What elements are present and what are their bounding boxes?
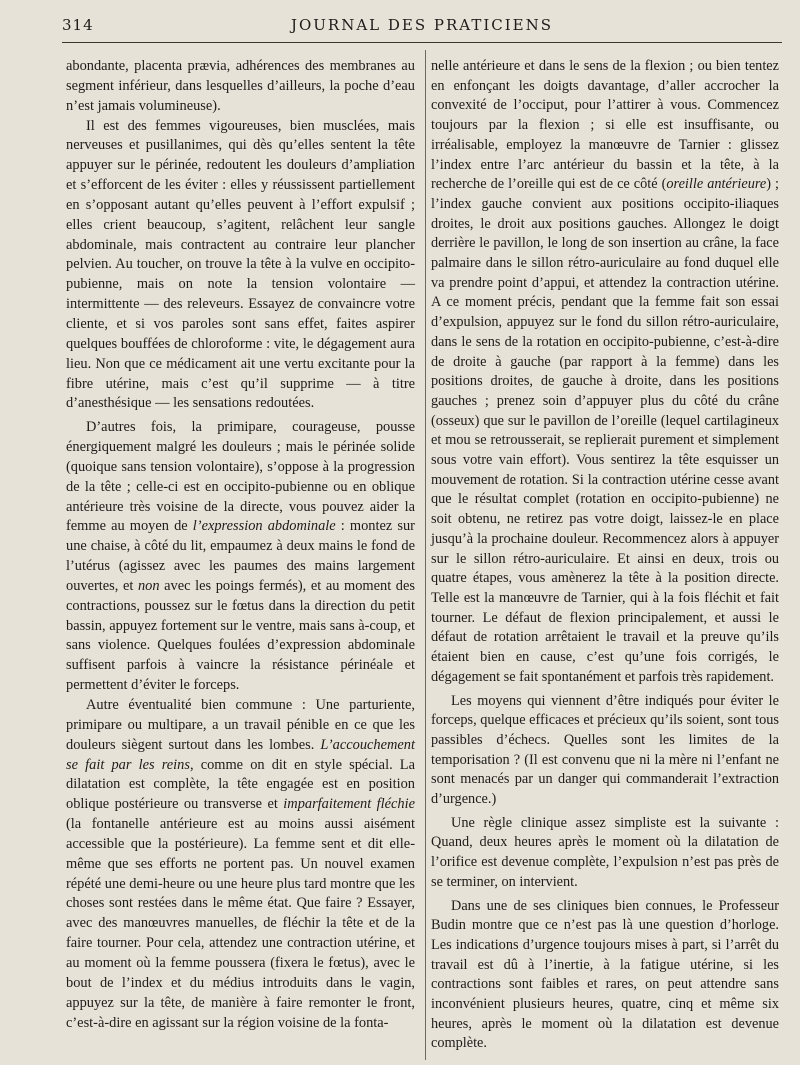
paragraph: D’autres fois, la primipare, courageuse, pousse énergiquement malgré les douleurs ; mais le périnée solide (quoique sans tension volontaire), s’oppose à la progression de la tête ; celle-ci est en occipito-pubienne ou en oblique antérieure très voisine de la directe, vous pouvez aider la femme au moyen de l’expression abdominale : montez sur une chaise, à côté du lit, empaumez à deux mains le fond de l’utérus (agissez avec les paumes des mains largement ouvertes, et non avec les poings fermés), et au moment des contractions, poussez sur le fœtus dans la direction du petit bassin, appuyez fortement sur le ventre, mais sans à-coup, et sans violence. Quelques foulées d’expression abdominale suffisent parfois à vaincre la résistance périnéale et permettent d’éviter le forceps. <box>66 419 415 694</box>
italic-term: L’accouchement se fait par les reins <box>66 736 415 773</box>
paragraph: Autre éventualité bien commune : Une parturiente, primipare ou multipare, a un travail pénible en ce que les douleurs siègent surtout dans les lombes. L’accouchement se fait par les reins, comme on dit en style spécial. La dilatation est complète, la tête engagée est en position oblique postérieure ou transverse et imparfaitement fléchie (la fontanelle antérieure est au moins aussi aisément accessible que la postérieure). La femme sent et dit elle-même que ses efforts ne portent pas. Un nouvel examen répété une demi-heure ou une heure plus tard montre que les choses sont restées dans le même état. Que faire ? Essayer, avec des manœuvres manuelles, de fléchir la tête et de la faire tourner. Pour cela, attendez une contraction utérine, et au moment où la femme poussera (fixera le fœtus), avec le bout de l’index et du médius introduits dans le vagin, appuyez sur la tête, de manière à faire remonter le front, c’est-à-dire en agissant sur la région voisine de la fonta- <box>66 697 415 1031</box>
paragraph: Les moyens qui viennent d’être indiqués pour éviter le forceps, quelque efficaces et précieux qu’ils soient, sont tous passibles d’échecs. Quelles sont les limites de la temporisation ? (Il est convenu que ni la mère ni l’enfant ne sont menacés par un danger qui commanderait l’extraction d’urgence.) <box>431 692 779 808</box>
italic-term: imparfaitement fléchie <box>283 796 415 813</box>
column-divider <box>425 50 426 1060</box>
left-column <box>66 57 415 1033</box>
page-header <box>62 14 782 38</box>
italic-term: oreille antérieure <box>666 176 767 193</box>
paragraph: Il est des femmes vigoureuses, bien musclées, mais nerveuses et pusillanimes, qui dès qu’elles sentent la tête appuyer sur le périnée, redoutent les douleurs d’ampliation et s’efforcent de les éviter : elles y réussissent partiellement en s’opposant autant qu’elles peuvent à l’effort expulsif ; elles crient beaucoup, s’agitent, relâchent leur sangle abdominale, mais contractent au contraire leur plancher pelvien. Au toucher, on trouve la tête à la vulve en occipito-pubienne, mais on note la tension volontaire — intermittente — des releveurs. Essayez de convaincre votre cliente, et si vos paroles sont sans effet, faites aspirer quelques bouffées de chloroforme : vite, le dégagement aura lieu. Non que ce médicament ait une vertu excitante pour la fibre utérine, mais c’est qu’il supprime — à titre d’anesthésique — les sensations redoutées. <box>66 117 415 412</box>
right-column <box>431 57 779 1054</box>
paragraph: Une règle clinique assez simpliste est la suivante : Quand, deux heures après le moment où la dilatation de l’orifice est devenue complète, l’expulsion n’est pas près de se terminer, on intervient. <box>431 814 779 890</box>
page-number: 314 <box>62 16 94 34</box>
journal-title: JOURNAL DES PRATICIENS <box>290 16 554 34</box>
paragraph: nelle antérieure et dans le sens de la flexion ; ou bien tentez en enfonçant les doigts davantage, d’aller accrocher la convexité de l’occiput, pour l’attirer à vous. Commencez toujours par la flexion ; si elle est insuffisante, ou irréalisable, employez la manœuvre de Tarnier : glissez l’index entre l’arc antérieur du bassin et la tête, à la recherche de l’oreille qui est de ce côté (oreille antérieure) ; l’index gauche convient aux positions occipito-iliaques droites, le droit aux positions gauches. Allongez le doigt derrière le pavillon, le long de son insertion au crâne, la face palmaire dans le sillon rétro-auriculaire au fond duquel elle va prendre point d’appui, et attendez la contraction utérine. A ce moment précis, pendant que la femme fait son essai d’expulsion, appuyez sur le fond du sillon rétro-auriculaire, dans le sens de la rotation en occipito-pubienne, c’est-à-dire de droite à gauche (par rapport à la femme) dans les positions droites, de gauche à droite, dans les positions gauches ; prenez soin d’appuyer plus du côté du crâne (osseux) que sur le pavillon de l’oreille (lequel cartilagineux et mou se retrousserait, se replierait purement et simplement sous votre vain effort). Vous sentirez la tête esquisser un mouvement de rotation. Si la contraction utérine cesse avant que le résultat complet (rotation en occipito-pubienne) ne soit obtenu, ne retirez pas votre doigt, laissez-le en place jusqu’à la prochaine douleur. Recommencez alors à appuyer sur le sillon rétro-auriculaire. Et ainsi en deux, trois ou quatre étapes, vous amènerez la tête à la position directe. Telle est la manœuvre de Tarnier, qui à la fois fléchit et fait tourner. Le défaut de flexion principalement, et aussi le défaut de rotation arrêtaient le travail et la preuve qu’ils étaient bien en cause, c’est qu’une fois corrigés, le dégagement se fait spontanément et parfois très rapidement. <box>431 58 780 685</box>
italic-term: non <box>137 577 160 594</box>
italic-term: l’expression abdominale <box>192 518 336 535</box>
header-rule <box>62 42 782 43</box>
paragraph: abondante, placenta prævia, adhérences des membranes au segment inférieur, dans lesquelles d’ailleurs, la poche d’eau n’est jamais volumineuse). <box>66 58 415 114</box>
paragraph: Dans une de ses cliniques bien connues, le Professeur Budin montre que ce n’est pas là une question d’horloge. Les indications d’urgence toujours mises à part, si l’arrêt du travail est dû à l’inertie, à la fatigue utérine, si les contractions sont faibles et rares, on peut attendre sans inconvénient plusieurs heures, quatre, cinq et même six heures, après le moment où la dilatation est devenue complète. <box>431 897 779 1052</box>
